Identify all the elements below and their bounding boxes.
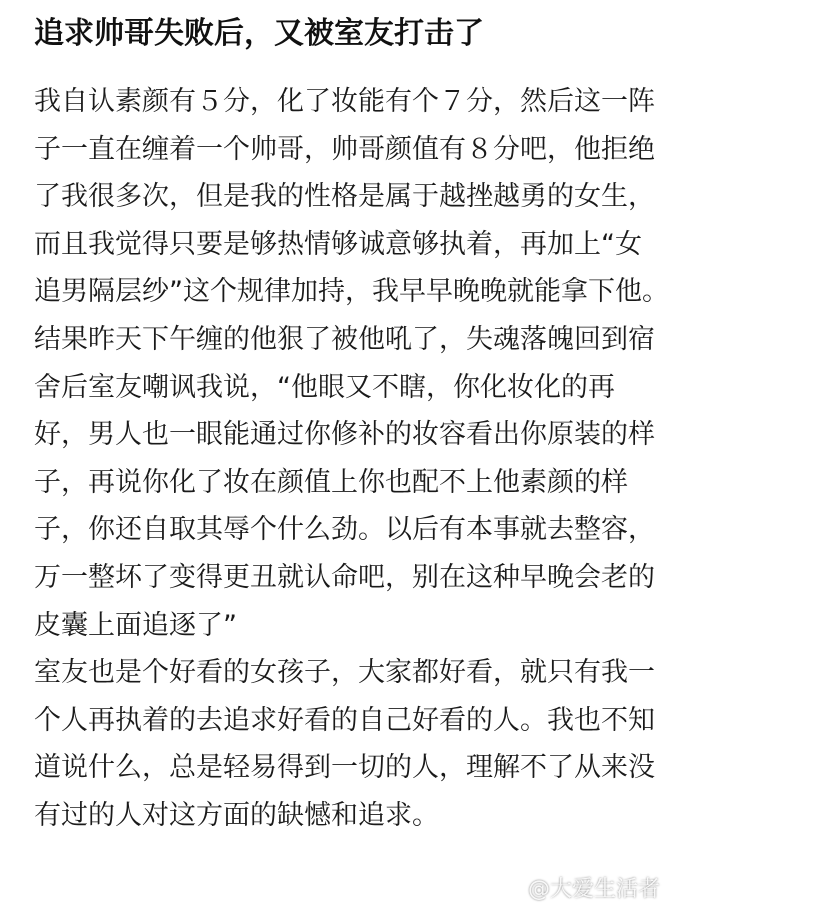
post-title: 追求帅哥失败后，又被室友打击了 <box>34 16 484 51</box>
post-line: 万一整坏了变得更丑就认命吧，别在这种早晚会老的 <box>34 561 655 593</box>
post-line: 我自认素颜有５分，化了妆能有个７分，然后这一阵 <box>34 86 655 117</box>
post-line: 道说什么，总是轻易得到一切的人，理解不了从来没 <box>34 752 655 784</box>
post-line: 个人再执着的去追求好看的自己好看的人。我也不知 <box>34 704 655 736</box>
weibo-logo-icon <box>500 876 522 898</box>
post-line: 了我很多次，但是我的性格是属于越挫越勇的女生， <box>34 181 655 213</box>
post-line: 好，男人也一眼能通过你修补的妆容看出你原装的样 <box>34 419 655 451</box>
post-line: 室友也是个好看的女孩子，大家都好看，就只有我一 <box>34 657 655 689</box>
post-line: 而且我觉得只要是够热情够诚意够执着，再加上“女 <box>34 228 642 260</box>
post-line: 子，你还自取其辱个什么劲。以后有本事就去整容， <box>34 514 655 546</box>
post-line: 追男隔层纱”这个规律加持，我早早晚晚就能拿下他。 <box>34 276 669 308</box>
post-line: 皮囊上面追逐了” <box>34 609 237 641</box>
post-line: 子，再说你化了妆在颜值上你也配不上他素颜的样 <box>34 466 628 498</box>
watermark-text: @大爱生活者 <box>528 876 661 902</box>
post-line: 子一直在缠着一个帅哥，帅哥颜值有８分吧，他拒绝 <box>34 133 655 165</box>
post-line: 结果昨天下午缠的他狠了被他吼了，失魂落魄回到宿 <box>34 323 655 355</box>
watermark <box>500 872 660 902</box>
post-line: 舍后室友嘲讽我说，“他眼又不瞎，你化妆化的再 <box>34 371 615 403</box>
post-body <box>34 78 804 840</box>
post-line: 有过的人对这方面的缺憾和追求。 <box>34 799 439 831</box>
